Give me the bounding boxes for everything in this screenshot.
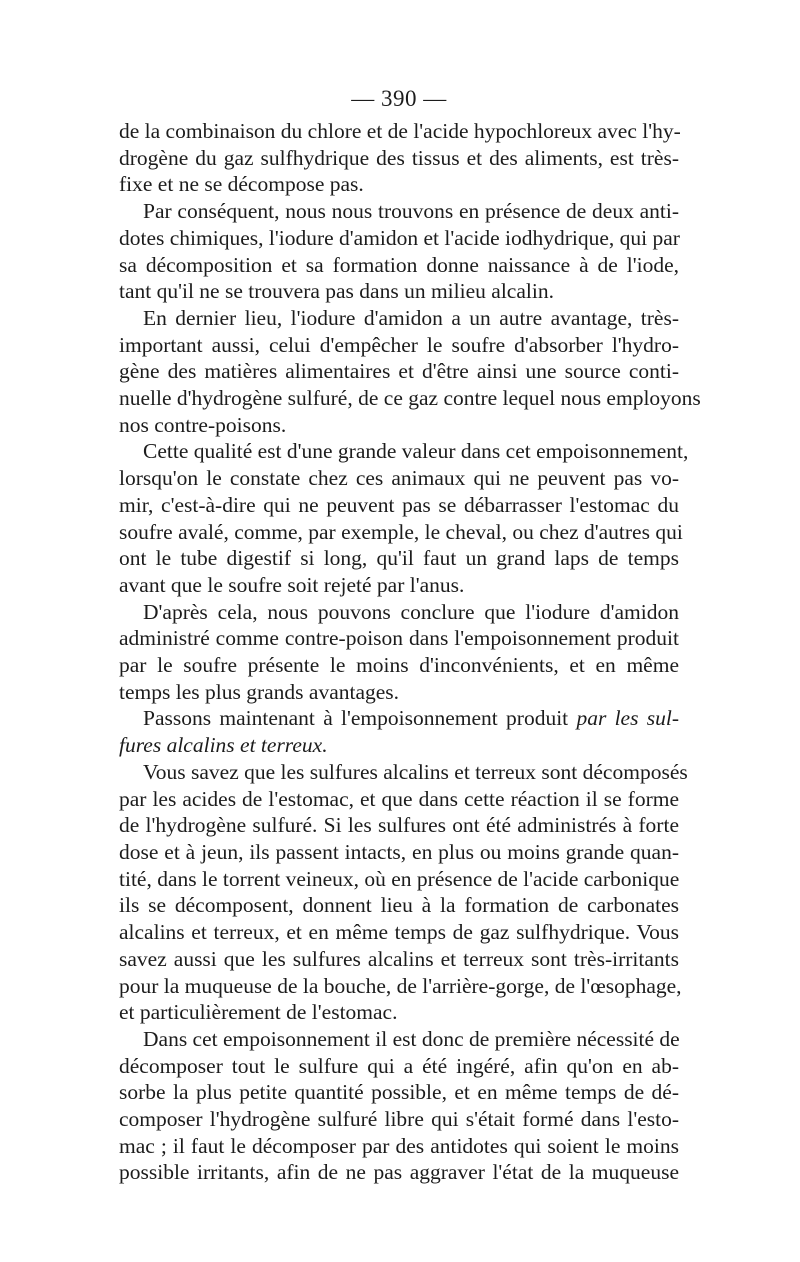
text-line: temps les plus grands avantages. <box>119 679 400 704</box>
text-line: et particulièrement de l'estomac. <box>119 1000 398 1025</box>
text-line: savez aussi que les sulfures alcalins et terreux sont très-irritants <box>119 946 679 971</box>
paragraph-5 <box>119 599 679 706</box>
text-line: avant que le soufre soit rejeté par l'anus. <box>119 572 465 597</box>
paragraph-6 <box>119 705 679 758</box>
paragraph-8 <box>119 1026 679 1186</box>
text-line: soufre avalé, comme, par exemple, le cheval, ou chez d'autres qui <box>119 519 683 544</box>
text-line: de la combinaison du chlore et de l'acide hypochloreux avec l'hy- <box>119 119 681 143</box>
paragraph-3 <box>119 305 701 439</box>
text-line: administré comme contre-poison dans l'empoisonnement produit <box>119 626 679 651</box>
text-line: tité, dans le torrent veineux, où en présence de l'acide carbonique <box>119 866 680 891</box>
text-line: ils se décomposent, donnent lieu à la formation de carbonates <box>119 893 679 918</box>
text-line: par le soufre présente le moins d'inconvénients, et en même <box>119 653 679 678</box>
text-line: composer l'hydrogène sulfuré libre qui s'était formé dans l'esto- <box>119 1107 679 1132</box>
text-line: nos contre-poisons. <box>119 412 287 437</box>
text-line: gène des matières alimentaires et d'être ainsi une source conti- <box>119 359 679 384</box>
text-line: mac ; il faut le décomposer par des antidotes qui soient le moins <box>119 1133 679 1158</box>
paragraph-4 <box>119 438 689 598</box>
book-page <box>119 84 701 1186</box>
body-text <box>119 118 701 1186</box>
page-number: — 390 — <box>351 86 447 111</box>
text-line: décomposer tout le sulfure qui a été ingéré, afin qu'on en ab- <box>119 1053 679 1078</box>
text-line <box>119 732 679 759</box>
text-line: de l'hydrogène sulfuré. Si les sulfures ont été administrés à forte <box>119 813 679 838</box>
text-line: pour la muqueuse de la bouche, de l'arrière-gorge, de l'œsophage, <box>119 973 682 998</box>
text-line: mir, c'est-à-dire qui ne peuvent pas se débarrasser l'estomac du <box>119 492 679 517</box>
text-line: ont le tube digestif si long, qu'il faut un grand laps de temps <box>119 546 679 571</box>
text-line: dose et à jeun, ils passent intacts, en plus ou moins grande quan- <box>119 839 679 864</box>
text-line: drogène du gaz sulfhydrique des tissus et des aliments, est très- <box>119 145 679 170</box>
text-line: possible irritants, afin de ne pas aggraver l'état de la muqueuse <box>119 1160 679 1185</box>
text-line: Par conséquent, nous nous trouvons en présence de deux anti- <box>143 199 679 224</box>
text-line: Vous savez que les sulfures alcalins et terreux sont décomposés <box>143 759 688 784</box>
text-line: sorbe la plus petite quantité possible, et en même temps de dé- <box>119 1080 679 1105</box>
text-line: tant qu'il ne se trouvera pas dans un milieu alcalin. <box>119 279 554 304</box>
text-line: Dans cet empoisonnement il est donc de première nécessité de <box>143 1026 680 1051</box>
text-line: important aussi, celui d'empêcher le soufre d'absorber l'hydro- <box>119 332 679 357</box>
text-segment: Passons maintenant à l'empoisonnement produit <box>143 706 577 731</box>
text-line: Cette qualité est d'une grande valeur dans cet empoisonnement, <box>143 439 689 464</box>
italic-phrase: par les sul- <box>576 706 680 731</box>
paragraph-1 <box>119 118 679 198</box>
text-line: En dernier lieu, l'iodure d'amidon a un autre avantage, très- <box>143 305 679 330</box>
paragraph-2 <box>119 198 679 305</box>
italic-phrase: fures alcalins et terreux. <box>119 733 328 758</box>
text-line: alcalins et terreux, et en même temps de gaz sulfhydrique. Vous <box>119 920 679 945</box>
text-line: dotes chimiques, l'iodure d'amidon et l'acide iodhydrique, qui par <box>119 225 680 250</box>
paragraph-7 <box>119 759 688 1026</box>
text-line: nuelle d'hydrogène sulfuré, de ce gaz contre lequel nous employons <box>119 386 701 411</box>
text-line <box>119 705 679 732</box>
text-line: fixe et ne se décompose pas. <box>119 172 364 197</box>
text-line: lorsqu'on le constate chez ces animaux qui ne peuvent pas vo- <box>119 466 679 491</box>
text-line: sa décomposition et sa formation donne naissance à de l'iode, <box>119 252 679 277</box>
text-line: par les acides de l'estomac, et que dans cette réaction il se forme <box>119 786 679 811</box>
text-line: D'après cela, nous pouvons conclure que l'iodure d'amidon <box>143 599 679 624</box>
